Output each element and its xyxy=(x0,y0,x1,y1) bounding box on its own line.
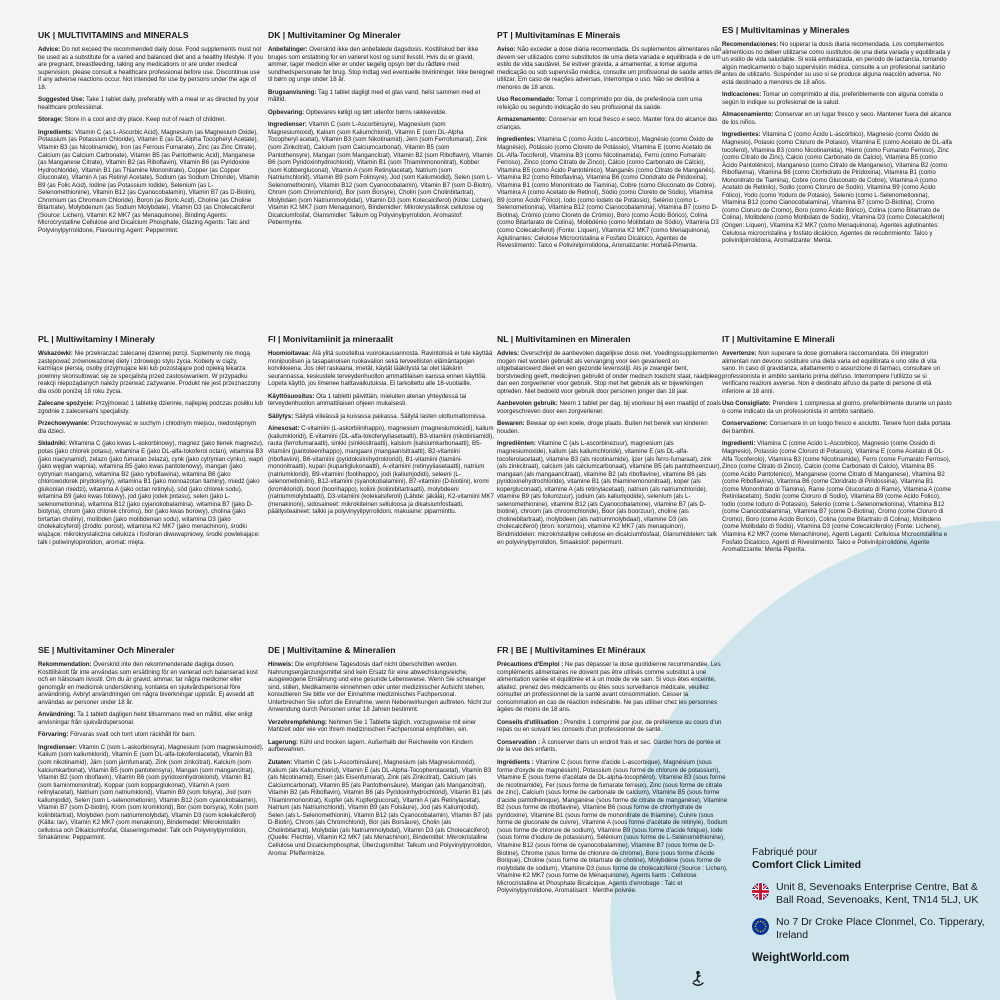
paragraph-text: Förvaras svalt och torrt utom räckhåll för barn. xyxy=(68,731,196,739)
uk-address-block xyxy=(752,881,992,907)
paragraph-label: Indicaciones: xyxy=(722,91,762,99)
paragraph-text: C-vitamiini (L-askorbiinihappo), magnesium (magnesiumoksidi), kalium (kaliumkloridi), E-vitamiini (DL-alfa-tokoferyyliasetaatti), B3-vitamiini (nikotiiniamidi), rauta (ferrofumaraatti), sinkki (sinkkisitraatti), kalsium (kalsiumkarbonaatti), B5-vitamiini (pantoteenihappo), mangaani (mangaanisitraatti), B2-vitamiini (riboflaviini), B6-vitamiini (pyridoksiinihydrokloridi), B1-vitamiini (tiamiini-mononitraatti), kupari (kuparliglukonaatti), A-vitamiini (retinyyliasetaatti), natrium (natriumkloridi), B9-vitamiini (foolihappo), jodi (kaliumjodidi), seleeni (L-selenometioniini), B12-vitamiini (syanokobalamiini), B7-vitamiini (D-biotiini), kromi (kromikloridi), boori (boorihappo), koliini (koliinibitartraatti), molybdeeni (natriummolybdaatti), D3-vitamiini (kolekalsiferoli) (Lähde: jäkälä), K2-vitamiini MK7 (menakinoni), sidosaineet: mikrokiteinen selluloosa ja dikalsiumfosfaatti, päällysteaineet: talkki ja polyvinyylipyrrolidoni, makuaine: piparminttu. xyxy=(268,425,494,516)
section-paragraph xyxy=(268,350,494,388)
paragraph-text: Witamina C (jako kwas L-askorbinowy), magnez (jako tlenek magnezu), potas (jako chlorek potasu), witamina E (jako DL-alfa-tokoferol octan), witamina B3 (jako niacynamid), żelazo (jako fumaran żelaza), cynk (jako cytrynian cynku), wapń (jako węglan wapnia), witamina B5 (jako kwas pantotenowy), mangan (jako cytrynian manganu), witamina B2 (jako ryboflawina), witamina B6 (jako chlorowodorek pirydoksyny), witamina B1 (jako monoazotan tiaminy), miedź (jako glukonian miedzi), witamina A (jako octan retinylu), sód (jako chlorek sodu), witamina B9 (jako kwas foliowy), jod (jako jodek potasu), selen (jako L-selenometionina), witamina B12 (jako cyjanokobalamina), witamina B7 (jako D-biotyna), chrom (jako chlorek chromu), bor (jako kwas borowy), cholina (jako birtartan choliny), molibden (jako molibdenian sodu), witamina D3 (jako cholekalcyferol) (źródło: porost), witamina K2 MK7 (jako menachinon), środki wiążące: mikrokrystaliczna celuloza i fosforan diwuwapniowy, środki powlekające: talk i poliwinylopirolidon, aromat: mięta. xyxy=(38,440,264,546)
section-paragraph xyxy=(722,41,952,86)
paragraph-label: Recomendaciones: xyxy=(722,41,779,48)
paragraph-text: Prendre 1 comprimé par jour, de préférence au cours d'un repas ou en suivant les conseils d'un professionnel de santé. xyxy=(497,718,722,734)
section-paragraph xyxy=(38,400,264,415)
section-title: UK | MULTIVITAMINS and MINERALS xyxy=(38,30,189,40)
section-paragraph xyxy=(497,136,722,249)
paragraph-text: Die empfohlene Tagesdosis darf nicht überschritten werden. Nahrungsergänzungsmittel sind kein Ersatz für eine abwechslungsreiche, ausgewogene Ernährung und eine gesunde Lebensweise. Wenn Sie schwanger sind, stillen, Medikamente einnehmen oder unter medizinischer Aufsicht stehen, konsultieren Sie bitte vor der Einnahme medizinisches Fachpersonal. Unterbrechen Sie sofort die Einnahme, wenn Nebenwirkungen auftreten. Nicht zur Anwendung durch Personen unter 18 Jahren bestimmt. xyxy=(268,661,492,714)
section-paragraph xyxy=(722,400,952,415)
paragraph-text: Non superare la dose giornaliera raccomandata. Gli integratori alimentari non devono sostituire una dieta varia ed equilibrata e uno stile di vita sano. In caso di gravidanza, allattamento o assunzione di farmaci, consultare un professionista in ambito sanitario prima dell'uso. Interrompere l'utilizzo se si verificano reazioni avverse. Non è destinato all'uso da parte di persone di età inferiore ai 18 anni. xyxy=(722,350,941,395)
paragraph-label: Wskazówki: xyxy=(38,350,73,357)
paragraph-label: Ingredienti: xyxy=(722,440,756,448)
section-paragraph xyxy=(497,96,722,111)
paragraph-text: Prendere 1 compressa al giorno, preferibilmente durante un pasto o come indicato da un professionista in ambito sanitario. xyxy=(722,400,952,415)
section-paragraph xyxy=(268,121,494,227)
section-pl xyxy=(38,334,264,642)
section-paragraph xyxy=(268,89,494,104)
paragraph-text: Não exceder a dose diária recomendada. Os suplementos alimentares não devem ser utilizados como substitutos de uma dieta variada e equilibrada e de um estilo de vida saudável. Se estiver grávida, a amamentar, a tomar alguma medicação ou sob supervisão médica, consulte um profissional de saúde antes de utilizar. Em caso de reações adversas, interrompa o uso. Não se destina a menores de 18 anos. xyxy=(497,46,722,91)
paragraph-text: Conservar en un lugar fresco y seco. Mantener fuera del alcance de los niños. xyxy=(722,111,952,126)
section-paragraph xyxy=(268,759,494,857)
paragraph-label: Almacenamiento: xyxy=(722,111,774,119)
paragraph-text: Tag 1 tablet dagligt med et glas vand, helst sammen med et måltid. xyxy=(268,88,481,104)
paragraph-label: Armazenamento: xyxy=(497,116,547,124)
paragraph-label: Uso Recomendado: xyxy=(497,96,555,104)
paragraph-text: Overskrid ikke den anbefalede dagsdosis. Kosttilskud bør ikke bruges som erstatning for en varieret kost og sund livsstil. Hvis du er gravid, ammer, tager medicin eller er under lægelig opsyn bør du rådføre med sundhedspersonale før brug. Stop indtag ved eventuelle bivirkninger. Ikke beregnet til børn og unge under 18 år. xyxy=(268,46,494,84)
paragraph-text: Przechowywać w suchym i chłodnym miejscu, niedostępnym dla dzieci. xyxy=(38,420,257,435)
paragraph-text: Älä ylitä suositeltua vuorokausiannosta. Ravintolisiä ei tule käyttää monipuolisen ja tasapainoisen ruokavalion sekä terveellisten elämäntapojen korvikkeena. Jos olet raskaana, imetät, käytät lääkitystä tai olet lääkärin seurannassa, keskustele terveydenhuollon ammattilaisen kanssa ennen käyttöä. Lopeta käyttö, jos ilmenee haittavaikutuksia. Ei tarkoitettu alle 18-vuotiaille. xyxy=(268,350,493,388)
paragraph-label: Conservation : xyxy=(497,738,540,746)
uk-flag-icon xyxy=(752,883,769,900)
section-uk xyxy=(38,30,264,330)
paragraph-text: Tomar un comprimido al día, preferiblemente con alguna comida o según lo indique su profesional de la salud. xyxy=(722,91,944,106)
paragraph-label: Ingredients: xyxy=(38,128,74,136)
section-dk xyxy=(268,30,494,330)
section-paragraph xyxy=(497,759,729,895)
section-paragraph xyxy=(38,420,264,435)
section-paragraph xyxy=(497,739,729,754)
section-paragraph xyxy=(722,131,952,244)
section-title: ES | Multivitaminas y Minerales xyxy=(722,25,850,35)
manufacturer-info xyxy=(752,846,992,964)
paragraph-text: Vitamina C (como Ácido L-ascórbico), Magnésio (como Óxido de Magnésio), Potássio (como Cloreto de Potássio), Vitamina E (como Acetato de DL-Alfa-Tocoferol), Vitamina B3 (como Nicotinamida), Ferro (como Fumarato Ferroso), Zinco (como Citrato de Zinco), Cálcio (como Carbonato de Cálcio), Vitamina B5 (como Ácido Pantoténico), Manganês (como Citrato de Manganês), Vitamina B2 (como Riboflavina), Vitamina B6 (como Cloridrato de Piridoxina), Vitamina B1 (como Mononitrato de Tiamina), Cobre (como Gluconato de Cobre), Vitamina A (como Acetato de Retinol), Sódio (como Cloreto de Sódio), Vitamina B9 (como Ácido Fólico), Iodo (como Iodeto de Potássio), Selénio (como L-Selenometionina), Vitamina B12 (como Cianocobalamina), Vitamina B7 (como D-Biotina), Crómio (como Cloreto de Crómio), Boro (como Ácido Bórico), Colina (como Bitartarato de Colina), Molibdénio (como Molibdato de Sódio), Vitamina D3 (como Colecalciferol) (Fonte: Líquen), Vitamina K2 MK7 (como Menaquinona), Aglutinantes: Celulose Microcristalina e Fosfato Dicálcico, Agentes de Revestimento: Talco e Polivinilpirrolidona, Aromatizante: Hortelã-Pimenta. xyxy=(497,136,719,250)
section-paragraph xyxy=(38,744,264,842)
paragraph-label: Anbefalinger: xyxy=(268,46,308,53)
paragraph-label: Ainesosat: xyxy=(268,425,300,433)
section-paragraph xyxy=(722,440,952,553)
section-paragraph xyxy=(268,661,494,714)
section-paragraph xyxy=(497,661,729,714)
section-title: NL | Multivitaminen en Mineralen xyxy=(497,334,631,344)
paragraph-label: Advice: xyxy=(38,46,61,53)
paragraph-label: Ingredientes: xyxy=(497,136,536,144)
paragraph-text: Vitamine C (sous forme d'acide L-ascorbique), Magnésium (sous forme d'oxyde de magnésium), Potassium (sous forme de chlorure de potassium), Vitamine E (sous forme d'acétate de DL-alpha-tocophérol), Vitamine B3 (sous forme de nicotinamide), Fer (sous forme de fumarate ferreux), Zinc (sous forme de citrate de zinc), Calcium (sous forme de carbonate de calcium), Vitamine B5 (sous forme d'acide pantothénique), Manganèse (sous forme de citrate de manganèse), Vitamine B2 (sous forme de riboflavine), Vitamine B6 (sous forme de chlorhydrate de pyridoxine), Vitamine B1 (sous forme de mononitrate de thiamine), Cuivre (sous forme de gluconate de cuivre), Vitamine A (sous forme d'acétate de rétinyle), Sodium (sous forme de chlorure de sodium), Vitamine B9 (sous forme d'acide folique), Iode (sous forme d'iodure de potassium), Sélénium (sous forme de L-Sélénométhionine), Vitamine B12 (sous forme de cyanocobalamine), Vitamine B7 (sous forme de D-Biotine), Chrome (sous forme de chlorure de chrome), Bore (sous forme d'Acide Borique), Choline (sous forme de bitartrate de choline), Molybdène (sous forme de molybdate de sodium), Vitamine D3 (sous forme de cholécalciférol (Source : Lichen), Vitamine K2 MK7 (sous forme de Ménaquinone), Agents liants : Cellulose Microcristalline et Phosphate Bicalcique, Agents d'enrobage : Talc et Polyvinylpyrrolidone, Aromatisant : Menthe poivrée. xyxy=(497,759,728,895)
made-for xyxy=(752,846,992,872)
paragraph-label: Précautions d'Emploi : xyxy=(497,661,564,668)
paragraph-text: Vitamina C (come Acido L-Ascorbico), Magnesio (come Ossido di Magnesio), Potassio (come Cloruro di Potassio), Vitamina E (come Acetato di DL-Alfa Tocoferolo), Vitamina B3 (come Nicotinamide), Ferro (come Fumarato Ferroso), Zinco (come Citrato di Zinco), Calcio (come Carbonato di Calcio), Vitamina B5 (come Acido Pantotenico), Manganese (come Citrato di Manganese), Vitamina B2 (come Riboflavina), Vitamina B6 (come Cloridrato di Piridossina), Vitamina B1 (come Mononitrato di Tiamina), Rame (come Gluconato di Rame), Vitamina A (come Retinilacetato), Sodio (come Cloruro di Sodio), Vitamina B9 (come Acido Folico), Iodio (come Ioduro di Potassio), Selenio (come L-Selenometionina), Vitamina B12 (come Cianocobalamina), Vitamina B7 (come D-Biotina), Cromo (come Cloruro di Cromo), Boro (come Acido Borico), Colina (come Bitartrato di Colina), Molibdeno (come Molibdato di Sodio), Vitamina D3 (come Colecalciferolo) (Fonte: Lichene), Vitamina K2 MK7 (come Menachinone), Agenti Leganti: Cellulosa Microcristallina e Fosfato Dicalcico, Agenti di Rivestimento: Talco e Polivinilpirrolidone, Agente Aromatizzante: Menta Piperita. xyxy=(722,440,951,554)
section-paragraph xyxy=(38,350,264,395)
section-paragraph xyxy=(38,129,264,235)
paragraph-text: Vitamina C (como Ácido L-ascórbico), Magnesio (como Óxido de Magnesio), Potasio (como Cloruro de Potasio), Vitamina E (como Acetato de DL-alfa tocoferol), Vitamina B3 (como Nicotinamida), Hierro (como Fumarato Ferroso), Zinc (como Citrato de Zinc), Calcio (como Carbonato de Calcio), Vitamina B5 (como Ácido Pantoténico), Manganeso (como Citrato de Manganeso), Vitamina B2 (como Riboflavina), Vitamina B6 (como Clorhidrato de Piridoxina), Vitamina B1 (como Mononitrato de Tiamina), Cobre (como Gluconato de Cobre), Vitamina A (como Acetato de Retinilo), Sodio (como Cloruro de Sodio), Vitamina B9 (como Ácido Fólico), Yodo (como Yoduro de Potasio), Selenio (como L-Selenometionina), Vitamina B12 (como Cianocobalamina), Vitamina B7 (como D-Biotina), Cromo (como Cloruro de Cromo), Boro (como Ácido Bórico), Colina (como Bitartrato de Colina), Molibdeno (como Molibdato de Sodio), Vitamina D3 (como Colecalciferol) (Origen: Liquen), Vitamina K2 MK7 (como Menaquinona), Agentes aglutinantes: Celulosa microcristalina y fosfato dicálcico, Agentes de recubrimiento: Talco y polivinilpirrolidona, Aromatizante: Menta. xyxy=(722,131,952,245)
company-name: Comfort Click Limited xyxy=(752,859,862,871)
section-pt xyxy=(497,30,722,330)
paragraph-text: Nie przekraczać zalecanej dziennej porcji. Suplementy nie mogą zastępować zrównoważonej diety i zdrowego stylu życia. Kobiety w ciąży, karmiące piersią, osoby przyjmujące leki lub pozostające pod opieką lekarza powinny skonsultować się ze specjalistą przed zastosowaniem. W przypadku reakcji niepożądanych należy przerwać zażywanie. Produkt nie jest przeznaczony dla osób poniżej 18 roku życia. xyxy=(38,350,261,395)
paragraph-label: Zutaten: xyxy=(268,759,293,767)
section-fi xyxy=(268,334,494,642)
recycling-person-icon xyxy=(689,970,707,988)
section-paragraph xyxy=(268,46,494,84)
section-es xyxy=(722,25,952,330)
paragraph-label: Advies: xyxy=(497,350,520,357)
paragraph-label: Bewaren: xyxy=(497,420,525,428)
section-paragraph xyxy=(497,420,722,435)
ie-address: No 7 Dr Croke Place Clonmel, Co. Tipperary, Ireland xyxy=(776,916,985,941)
paragraph-label: Ingredienser: xyxy=(268,121,307,129)
section-title: DK | Multivitaminer Og Mineraler xyxy=(268,30,401,40)
section-paragraph xyxy=(268,425,494,516)
paragraph-text: Vitamine C (als L-ascorbinezuur), magnesium (als magnesiumoxide), kalium (als kaliumchloride), vitamine E (als DL-alfa-tocoferolacetaat), vitamine B3 (als nicotinamide), ijzer (als ferro-fumaraat), zink (als zinkcitraat), calcium (als calciumcarbonaat), vitamine B5 (als pantotheenzuur), mangaan (als mangaancitraat), vitamine B2 (als riboflavine), vitamine B6 (als pyridoxinehydrochloride), vitamine B1 (als thiaminemononitraat), koper (als kopergluconaat), vitamine A (als retinylacetaat), natrium (als natriumchloride), vitamine B9 (als foliumzuur), jodium (als kaliumjodide), selenium (als L-selenomethionine), vitamine B12 (als Cyanocobalamine), vitamine B7 (als D-biotine), chroom (als chroomchloride), Boor (als boorzuur), choline (als cholinebitartraat), molybdeen (als natriummolybdaat), vitamine D3 (als cholecalciferol) (bron: korstmos), vitamine K2 MK7 (als menaquinon), Bindmiddelen: microkristallijne cellulose en dicalciumfosfaat, Glansmiddelen: talk en polyvinylpyrrolidon, Smaakstof: pepermunt. xyxy=(497,440,722,546)
section-paragraph xyxy=(722,350,952,395)
paragraph-label: Opbevaring: xyxy=(268,108,305,116)
paragraph-text: Conservare in un luogo fresco e asciutto. Tenere fuori dalla portata dei bambini. xyxy=(722,420,951,435)
paragraph-text: Take 1 tablet daily, preferably with a meal or as directed by your healthcare professional. xyxy=(38,96,259,111)
paragraph-label: Lagerung: xyxy=(268,738,299,746)
section-paragraph xyxy=(497,400,722,415)
paragraph-label: Käyttösuositus: xyxy=(268,392,315,400)
section-paragraph xyxy=(38,440,264,546)
section-paragraph xyxy=(722,111,952,126)
section-title: FI | Monivitamiinit ja mineraalit xyxy=(268,334,394,344)
paragraph-label: Przechowywanie: xyxy=(38,420,90,428)
section-se xyxy=(38,645,264,995)
section-title: PL | Multiwitaminy I Minerały xyxy=(38,334,155,344)
section-paragraph xyxy=(722,91,952,106)
section-paragraph xyxy=(497,440,722,546)
paragraph-text: Vitamin C (as L-Ascorbic Acid), Magnesium (as Magnesium Oxide), Potassium (as Potassium Chloride), Vitamin E (as DL-Alpha Tocopheryl Acetate), Vitamin B3 (as Nicotinamide), Iron (as Ferrous Fumarate), Zinc (as Zinc Citrate), Calcium (as Calcium Carbonate), Vitamin B5 (as Pantothenic Acid), Manganese (as Manganese Citrate), Vitamin B2 (as Riboflavin), Vitamin B6 (as Pyridoxine Hydrochloride), Vitamin B1 (as Thiamine Mononitrate), Copper (as Copper Gluconate), Vitamin A (as Retinyl Acetate), Sodium (as Sodium Chloride), Vitamin B9 (as Folic Acid), Iodine (as Potassium Iodide), Selenium (as L-Selenomethionine), Vitamin B12 (as Cyanocobalamin), Vitamin B7 (as D-Biotin), Chromium (as Chromium Chloride), Boron (as Boric Acid), Choline (as Choline Bitartrate), Molybdenum (as Sodium Molybdate), Vitamin D3 (as Cholecalciferol (Source: Lichen), Vitamin K2 MK7 (as Menaquinone), Binding Agents: Microcrystalline Cellulose and Dicalcium Phosphate, Glazing Agents: Talc and Polyvinylpyrrolidone, Flavouring Agent: Peppermint. xyxy=(38,128,260,235)
section-title: PT | Multivitamínas E Minerais xyxy=(497,30,621,40)
paragraph-text: Nehmen Sie 1 Tablette täglich, vorzugsweise mit einer Mahlzeit oder wie von Ihrem medizinischen Fachpersonal empfohlen, ein. xyxy=(268,718,477,734)
uk-address: Unit 8, Sevenoaks Enterprise Centre, Bat & Ball Road, Sevenoaks, Kent, TN14 5LJ, UK xyxy=(776,881,979,906)
paragraph-text: Conservar em local fresco e seco. Manter fora do alcance das crianças. xyxy=(497,116,718,131)
paragraph-text: Ne pas dépasser la dose quotidienne recommandée. Les compléments alimentaires ne doivent pas être utilisés comme substitut à une alimentation variée et équilibrée et à un mode de vie sain. Si vous êtes enceinte, allaitez, prenez des médicaments ou êtes sous surveillance médicale, veuillez consulter un professionnel de la santé avant consommation. Cesser la consommation en cas de réaction indésirable. Ne pas utiliser chez les personnes âgées de moins de 18 ans. xyxy=(497,661,721,714)
section-paragraph xyxy=(497,719,729,734)
section-nl xyxy=(497,334,722,642)
eu-address-block xyxy=(752,916,992,942)
paragraph-label: Förvaring: xyxy=(38,731,69,739)
section-paragraph xyxy=(268,109,494,117)
section-paragraph xyxy=(268,413,494,421)
paragraph-label: Ingrédients : xyxy=(497,759,534,767)
paragraph-label: Składniki: xyxy=(38,440,68,448)
paragraph-text: À conserver dans un endroit frais et sec. Garder hors de portée et de la vue des enfants. xyxy=(497,738,721,754)
paragraph-label: Verzehrempfehlung: xyxy=(268,718,328,726)
paragraph-label: Brugsanvisning: xyxy=(268,88,317,96)
paragraph-label: Hinweis: xyxy=(268,661,294,668)
section-paragraph xyxy=(38,661,264,706)
paragraph-text: Opbevares køligt og tørt udenfor børns rækkevidde. xyxy=(304,108,447,116)
paragraph-label: Avvertenze: xyxy=(722,350,757,357)
section-paragraph xyxy=(497,350,722,395)
paragraph-text: Przyjmować 1 tabletkę dziennie, najlepiej podczas posiłku lub zgodnie z zaleceniami specjalisty. xyxy=(38,400,263,415)
section-paragraph xyxy=(722,420,952,435)
paragraph-label: Conseils d'utilisation : xyxy=(497,718,563,726)
paragraph-text: Neem 1 tablet per dag, bij voorkeur bij een maaltijd of zoals voorgeschreven door een zorgverlener. xyxy=(497,400,721,415)
paragraph-text: Kühl und trocken lagern. Außerhalb der Reichweite von Kindern aufbewahren. xyxy=(268,738,473,754)
section-title: FR | BE | Multivitamines Et Minéraux xyxy=(497,645,646,655)
section-paragraph xyxy=(497,46,722,91)
section-paragraph xyxy=(38,116,264,124)
paragraph-label: Uso Consigliato: xyxy=(722,400,771,408)
section-title: SE | Multivitaminer Och Mineraler xyxy=(38,645,175,655)
paragraph-text: Overschrijd de aanbevolen dagelijkse dosis niet. Voedingssupplementen mogen niet worden gebruikt als vervanging voor een gevarieerd en uitgebalanceerd dieet en een gezonde levensstijl. Als je zwanger bent, borstvoeding geeft, medicijnen gebruikt of onder medisch toezicht staat, raadpleeg dan een zorgverlener voor gebruik. Stop met het gebruik als er bijwerkingen optreden. Niet bedoeld voor gebruik door personen jonger dan 18 jaar. xyxy=(497,350,722,395)
section-paragraph xyxy=(38,46,264,91)
paragraph-text: Ta 1 tablett dagligen helst tillsammans med en måltid, eller enligt anvisningar från sjukvårdspersonal. xyxy=(38,711,253,726)
section-paragraph xyxy=(497,116,722,131)
paragraph-text: Ota 1 tabletti päivittäin, mieluiten aterian yhteydessä tai terveydenhuollon ammattilaisen ohjeen mukaisesti. xyxy=(268,392,467,408)
paragraph-label: Huomioitavaa: xyxy=(268,350,311,357)
paragraph-label: Aanbevolen gebruik: xyxy=(497,400,558,408)
section-paragraph xyxy=(268,393,494,408)
section-fr-be xyxy=(497,645,729,995)
paragraph-label: Säilytys: xyxy=(268,412,294,420)
section-title: DE | Multivitamine & Mineralien xyxy=(268,645,396,655)
section-paragraph xyxy=(268,739,494,754)
section-paragraph xyxy=(268,719,494,734)
paragraph-text: Vitamin C (som L-Ascorbinsyre), Magnesium (som Magnesiumoxid), Kalium (som Kaliumchlorid), Vitamin E (som DL-Alpha Tocopheryl acetat), Vitamin B3 (som Nikotinamid), Jern (som Ferrofumarat), Zink (som Zinkcitrat), Calcium (som Calciumcarbonat), Vitamin B5 (som Pantothensyre), Mangan (som Mangancitrat), Vitamin B2 (som Riboflavin), Vitamin B6 (som Pyridoxinhydrochlorid), Vitamin B1 (som Thiaminmononitrat), Kobber (som Kobbergluconat), Vitamin A (som Retinylacetat), Natrium (som Natriumchlorid), Vitamin B9 (som Folinsyre), Jod (som Kaliumiodid), Selen (som L-Selenomethionin), Vitamin B12 (som Cyanocobalamin), Vitamin B7 (som D-Biotin), Chrom (som Chromchlorid), Bor (som Borsyre), Cholin (som Cholinbitartrat), Molybdæn (som Natriummolybdat), Vitamin D3 (som Kolecalciferol) (Kilde: Lichen), Vitamin K2 MK7 (som Menaquinon), Bindemidler: Mikrokrystallinsk cellulose og Dicalciumfosfat, Glansmidler: Talkum og Polyvinylpyrrolidon, Aromastof: Pebermynte. xyxy=(268,121,494,227)
paragraph-label: Ingredientes: xyxy=(722,131,761,139)
eu-flag-icon xyxy=(752,918,769,935)
paragraph-text: Säilytä viileässä ja kuivassa paikassa. Säilytä lasten ulottumattomissa. xyxy=(293,412,487,420)
paragraph-label: Rekommendation: xyxy=(38,661,92,668)
section-paragraph xyxy=(38,731,264,739)
section-paragraph xyxy=(38,96,264,111)
section-title: IT | Multivitamine E Minerali xyxy=(722,334,835,344)
section-it xyxy=(722,334,952,642)
paragraph-text: Vitamin C (als L-Ascorbinsäure), Magnesium (als Magnesiumoxid), Kalium (als Kaliumchlorid), Vitamin E (als DL-Alpha-Tocopherolacetat), Vitamin B3 (als Nicotinamid), Eisen (als Eisenfumarat), Zink (als Zinkcitrat), Calcium (als Calciumcarbonat), Vitamin B5 (als Pantothensäure), Mangan (als Mangancitrat), Vitamin B2 (als Riboflavin), Vitamin B6 (als Pyridoxinhydrochlorid), Vitamin B1 (als Thiaminmononitrat), Kupfer (als Kupfergluconat), Vitamin A (als Retinylacetat), Natrium (als Natriumchlorid), Vitamin B9 (als Folsäure), Jod (als Kaliumjodid), Selen (als L-Selenomethionin), Vitamin B12 (als Cyanocobalamin), Vitamin B7 (als D-Biotin), Chrom (als Chromchlorid), Bor (als Borsäure), Cholin (als Cholinbitartrat), Molybdän (als Natriummolybdat), Vitamin D3 (als Cholecalciferol) (Quelle: Flechte), Vitamin K2 MK7 (als Menachinon), Bindemittel: Mikrokristalline Cellulose und Dicalciumphosphat, Überzugsmittel: Talkum und Polyvinylpyrrolidon, Aroma: Pfefferminze. xyxy=(268,759,493,857)
paragraph-text: Vitamin C (som L-askorbinsyra), Magnesium (som magnesiumoxid), Kalium (som kaliumklorid), Vitamin E (som DL-alfa-tokoferolacetat), Vitamin B3 (som nikotinamid), Järn (som järnfumarat), Zink (som zinkcitrat), Kalcium (som kalciumkarbonat), Vitamin B5 (som pantotensyra), Mangan (som mangancitrat), Vitamin B2 (som riboflavin), Vitamin B6 (som pyridoxinhydroklorid), Vitamin B1 (som tiaminmononitrat), Koppar (som kopparglukonat), Vitamin A (som retinylacetat), Natrium (som natriumklorid), Vitamin B9 (som folsyra), Jod (som kaliumjodid), Selen (som L-selenometionin), Vitamin B12 (som cyanokobalamin), Vitamin B7 (som D-biotin), Krom (som kromklorid), Bor (som borsyra), Kolin (som kolinbitartrat), Molybden (som natriummolybdat), Vitamin D3 (som kolekalciferol) (Källa: lav), Vitamin K2 MK7 (som menakinon), Bindemedel: Mikrokristallin cellulosa och Dikalciumfosfat, Glaseringsmedel: Talk och Polyvinylpyrrolidon, Smakämne: Pepparmint. xyxy=(38,743,264,842)
paragraph-label: Ingredienser: xyxy=(38,743,77,751)
paragraph-text: Store in a cool and dry place. Keep out of reach of children. xyxy=(62,116,227,124)
paragraph-text: Bewaar op een koele, droge plaats. Buiten het bereik van kinderen houden. xyxy=(497,420,708,435)
paragraph-label: Aviso: xyxy=(497,46,516,53)
section-paragraph xyxy=(38,711,264,726)
paragraph-label: Suggested Use: xyxy=(38,96,85,104)
paragraph-text: No superar la dosis diaria recomendada. Los complementos alimenticios no deben utilizarse como sustitutos de una dieta variada y equilibrada y un estilo de vida saludable. Si está embarazada, en periodo de lactancia, tomando algún medicamento o bajo supervisión médica, consulte a un profesional sanitario antes de utilizarlo. Suspender su uso si se produce alguna reacción adversa. No está destinado a menores de 18 años. xyxy=(722,41,951,86)
paragraph-label: Ingrediënten: xyxy=(497,440,536,448)
paragraph-text: Do not exceed the recommended daily dose. Food supplements must not be used as a substitute for a varied and balanced diet and a healthy lifestyle. If you are pregnant, breastfeeding, taking any medications or are under medical supervision, please consult a healthcare professional before use. Discontinue use if any adverse reactions occur. Not intended for use by persons under the age of 18. xyxy=(38,46,263,91)
paragraph-text: Tomar 1 comprimido por dia, de preferência com uma refeição ou segundo indicação do seu profissional da saúde. xyxy=(497,96,702,111)
brand-website: WeightWorld.com xyxy=(752,952,850,964)
paragraph-label: Storage: xyxy=(38,116,63,124)
paragraph-label: Användning: xyxy=(38,711,76,719)
paragraph-text: Överskrid inte den rekommenderade dagliga dosen. Kosttillskott får inte användas som ersättning för en varierad och balanserad kost och en hälsosam livsstil. Om du är gravid, ammar, tar några mediciner eller genomgår en medicinsk undersökning, kontakta en sjukvårdspersonal före användning. Avbryt användningen om några biverkningar uppstår. Ej avsedd att användas av personer under 18 år. xyxy=(38,661,258,706)
paragraph-label: Conservazione: xyxy=(722,420,768,428)
made-for-label: Fabriqué pour xyxy=(752,846,818,858)
paragraph-label: Zalecane spożycie: xyxy=(38,400,94,408)
section-de xyxy=(268,645,494,995)
